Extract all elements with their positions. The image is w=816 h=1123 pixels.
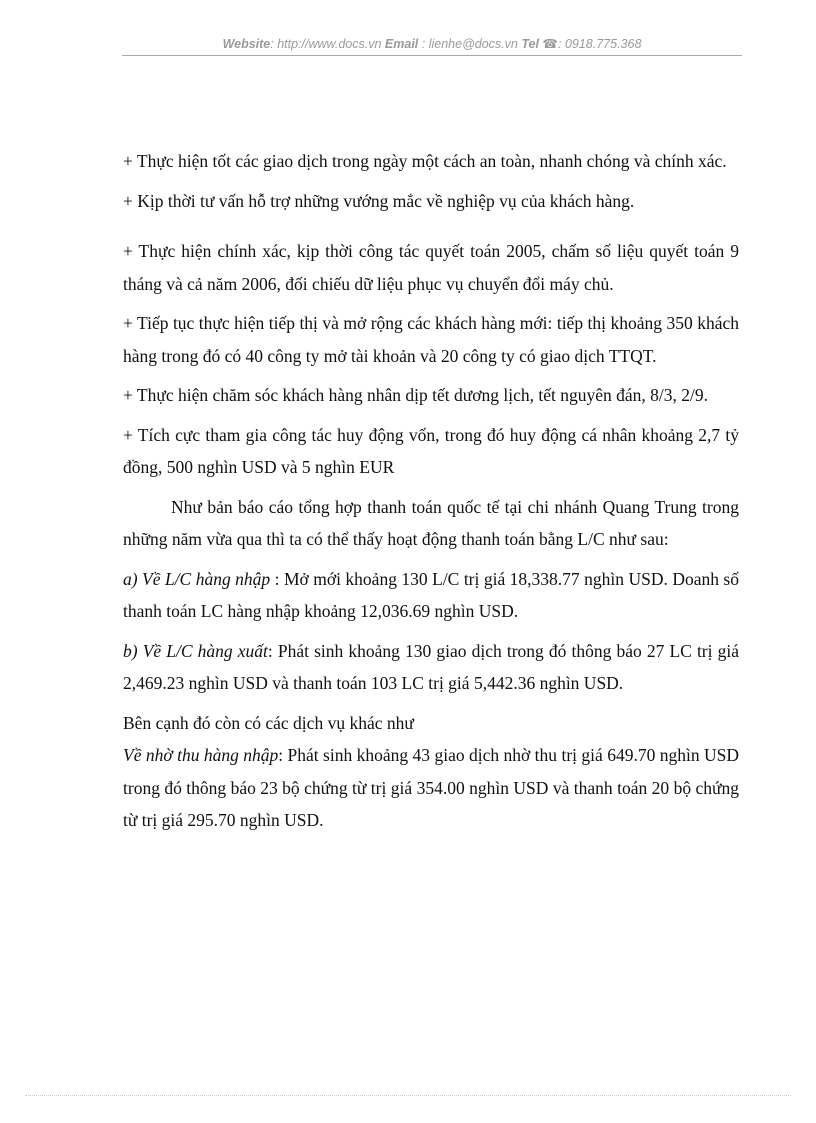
phone-icon: ☎ <box>542 37 558 51</box>
paragraph: + Tiếp tục thực hiện tiếp thị và mở rộng các khách hàng mới: tiếp thị khoảng 350 khách hàng trong đó có 40 công ty mở tài khoản và 20 công ty có giao dịch TTQT. <box>123 313 739 366</box>
lc-export-paragraph <box>123 635 739 700</box>
header-divider <box>122 55 742 56</box>
lc-export-text: : Phát sinh khoảng 130 giao dịch trong đó thông báo 27 LC trị giá 2,469.23 nghìn USD và thanh toán 103 LC trị giá 5,442.36 nghìn USD. <box>123 640 739 693</box>
summary-paragraph: Như bản báo cáo tổng hợp thanh toán quốc tế tại chi nhánh Quang Trung trong những năm vừa qua thì ta có thể thấy hoạt động thanh toán bằng L/C như sau: <box>123 496 739 549</box>
lc-export-label: b) Về L/C hàng xuất <box>123 640 268 661</box>
collection-import-label: Về nhờ thu hàng nhập <box>123 745 279 765</box>
website-value: : http://www.docs.vn <box>270 37 382 51</box>
paragraph: + Thực hiện chính xác, kịp thời công tác quyết toán 2005, chấm số liệu quyết toán 9 tháng và cả năm 2006, đối chiếu dữ liệu phục vụ chuyển đổi máy chủ. <box>123 241 739 294</box>
document-body <box>123 145 739 844</box>
tel-value: : 0918.775.368 <box>558 37 642 51</box>
email-label: Email <box>384 37 419 51</box>
collection-import-text: : Phát sinh khoảng 43 giao dịch nhờ thu trị giá 649.70 nghìn USD trong đó thông báo 23 bộ chứng từ trị giá 354.00 nghìn USD và thanh toán 20 bộ chứng từ trị giá 295.70 nghìn USD. <box>123 745 739 830</box>
page-header <box>122 36 742 51</box>
footer-divider <box>25 1095 791 1096</box>
lc-import-text: : Mở mới khoảng 130 L/C trị giá 18,338.77 nghìn USD. Doanh số thanh toán LC hàng nhập khoảng 12,036.69 nghìn USD. <box>123 568 739 621</box>
collection-import-paragraph <box>123 739 739 837</box>
paragraph: + Thực hiện chăm sóc khách hàng nhân dịp tết dương lịch, tết nguyên đán, 8/3, 2/9. <box>123 385 709 405</box>
other-services-intro: Bên cạnh đó còn có các dịch vụ khác như <box>123 712 414 733</box>
lc-import-paragraph <box>123 563 739 628</box>
email-value: : lienhe@docs.vn <box>421 37 518 51</box>
paragraph: + Kịp thời tư vấn hỗ trợ những vướng mắc về nghiệp vụ của khách hàng. <box>123 190 635 211</box>
paragraph: + Thực hiện tốt các giao dịch trong ngày một cách an toàn, nhanh chóng và chính xác. <box>123 151 727 171</box>
tel-label: Tel <box>521 37 539 51</box>
lc-import-label: a) Về L/C hàng nhập <box>123 568 271 589</box>
website-label: Website <box>222 37 271 51</box>
paragraph: + Tích cực tham gia công tác huy động vốn, trong đó huy động cá nhân khoảng 2,7 tỷ đồng, 500 nghìn USD và 5 nghìn EUR <box>123 424 739 477</box>
